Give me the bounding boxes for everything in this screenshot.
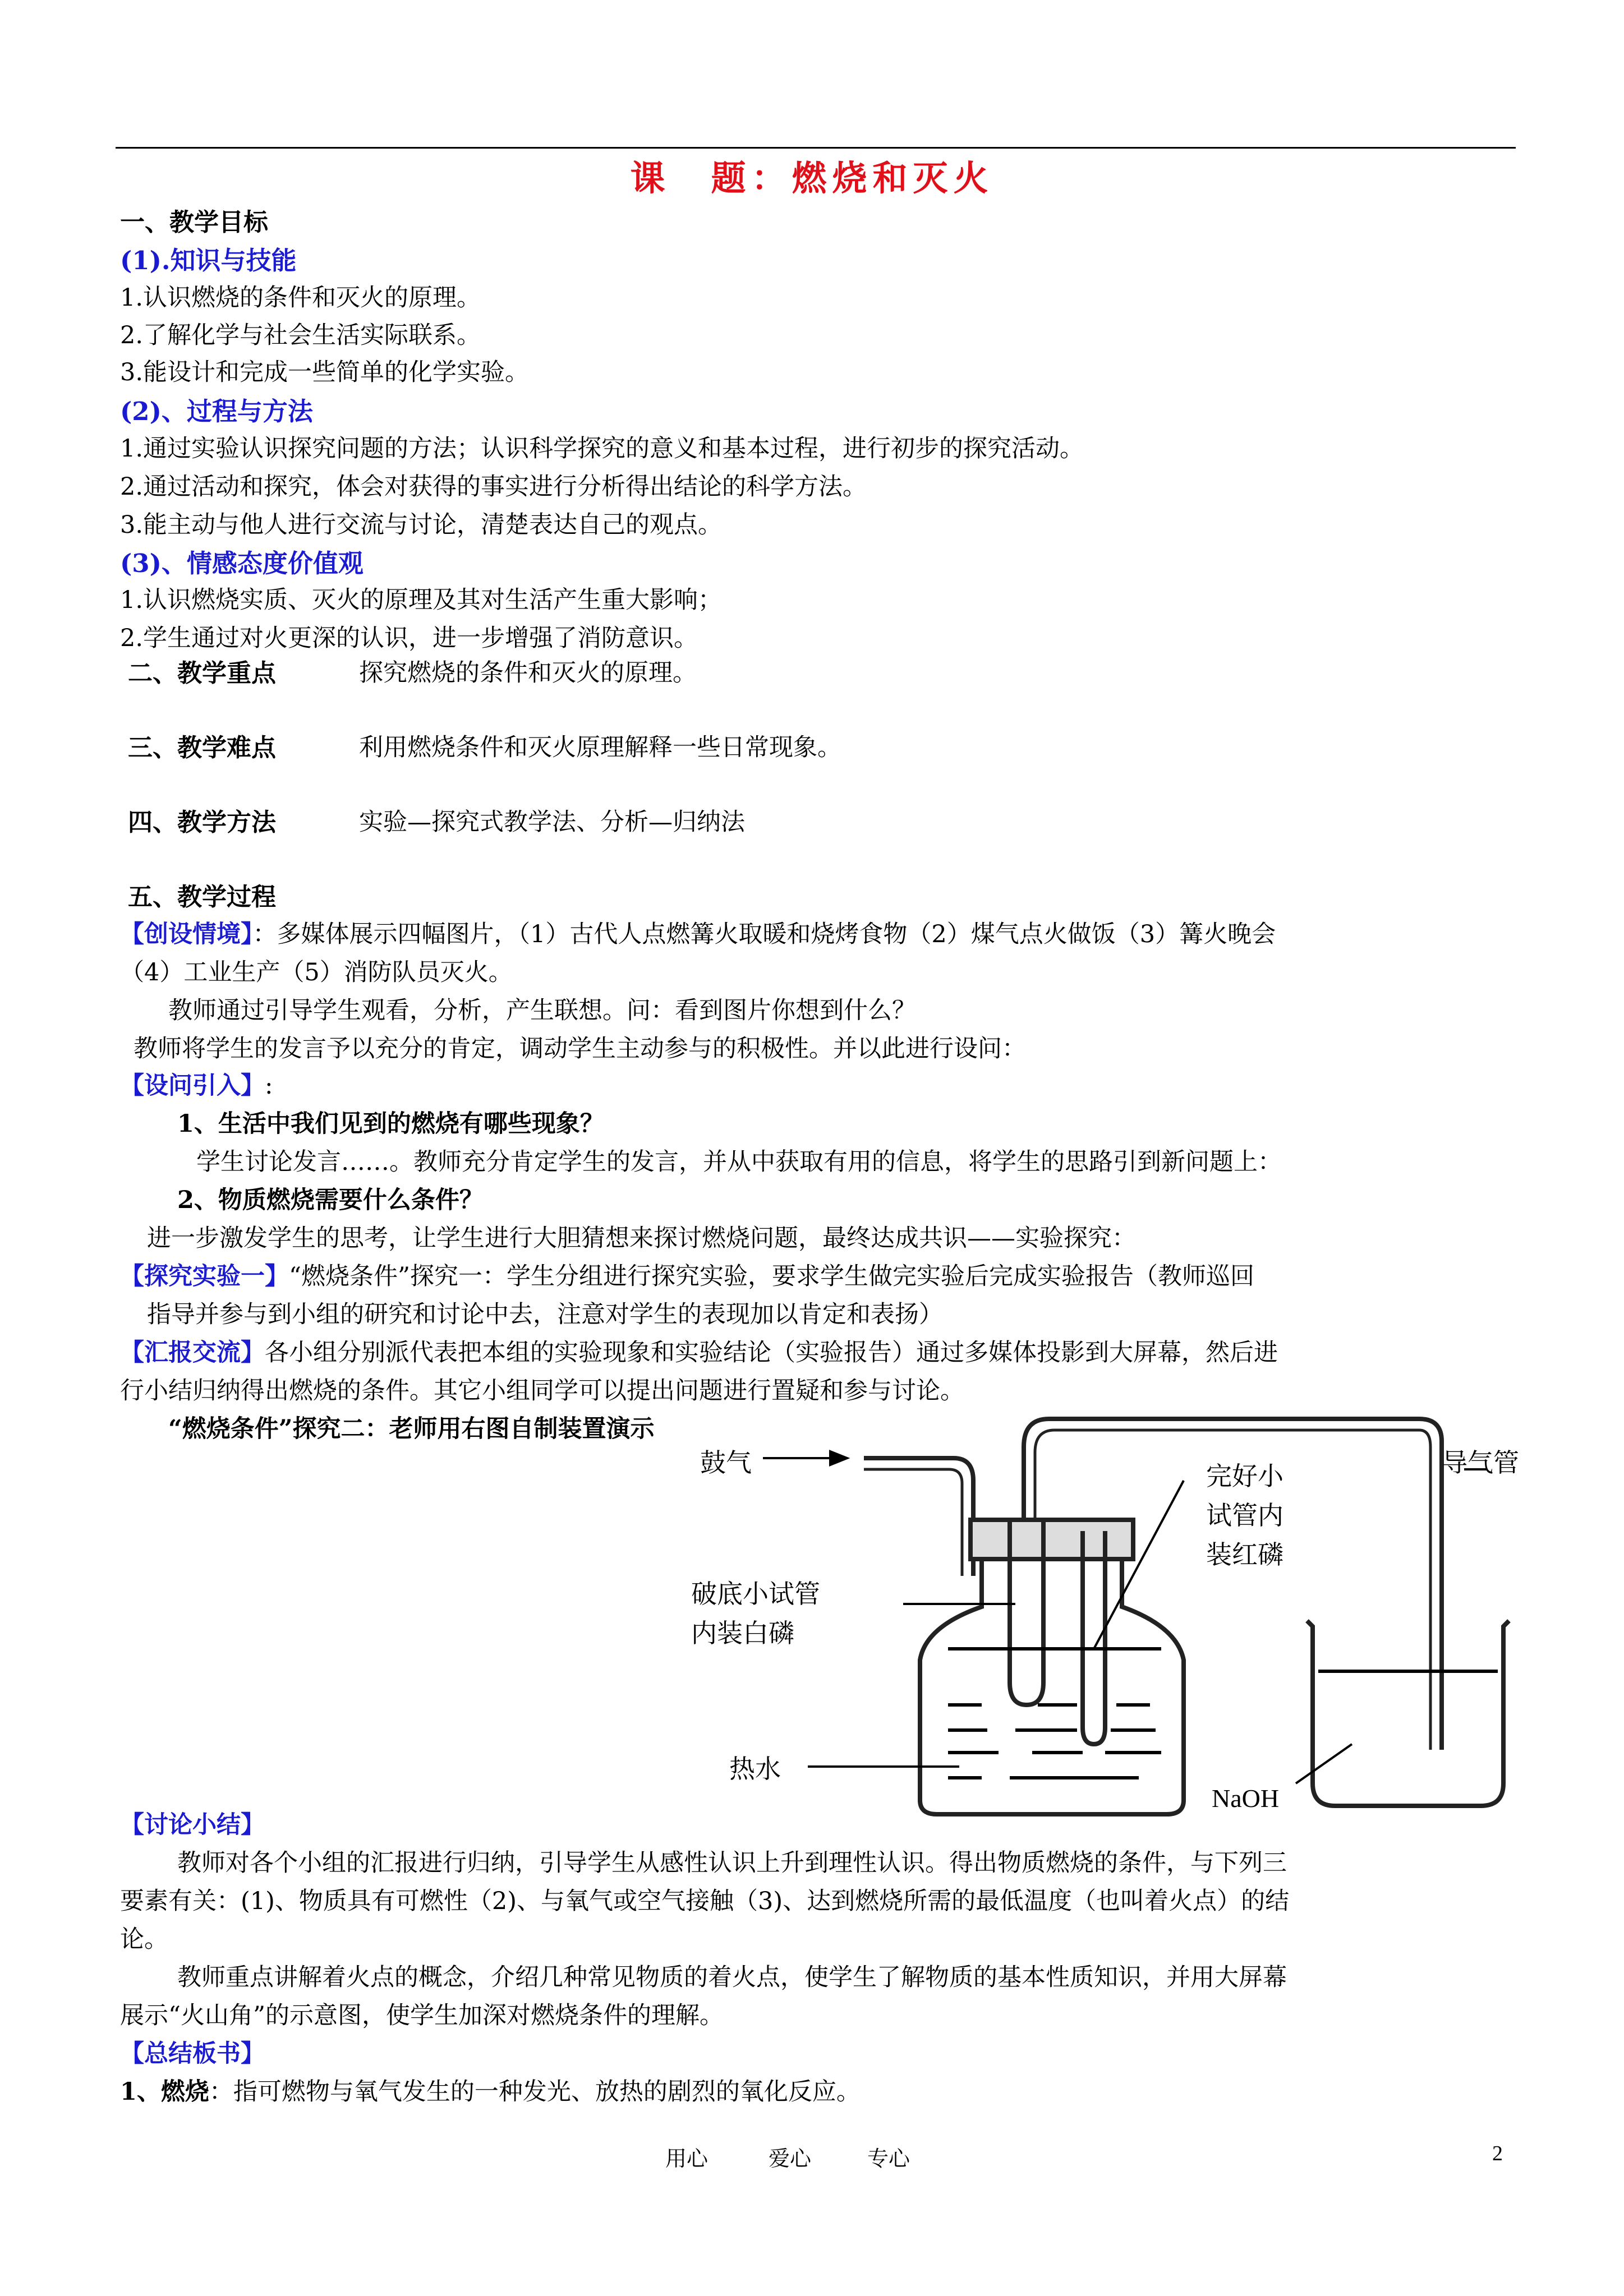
questions-tag: 【设问引入】 xyxy=(120,1072,265,1100)
summary-line xyxy=(120,2073,861,2107)
footer-motto-3: 专心 xyxy=(867,2146,910,2171)
situation-line-4: 教师将学生的发言予以充分的肯定，调动学生主动参与的积极性。并以此进行设问： xyxy=(134,1035,1026,1063)
summary-definition: ：指可燃物与氧气发生的一种发光、放热的剧烈的氧化反应。 xyxy=(209,2078,861,2106)
report-line-1 xyxy=(120,1334,1278,1368)
footer-motto-2: 爱心 xyxy=(769,2146,812,2171)
objectives-heading: 一、教学目标 xyxy=(120,208,268,237)
experiment2-text: “燃烧条件”探究二：老师用右图自制装置演示 xyxy=(168,1415,655,1443)
situation-line-3: 教师通过引导学生观看，分析，产生联想。问：看到图片你想到什么？ xyxy=(168,997,916,1025)
label-air: 鼓气 xyxy=(700,1447,752,1478)
discussion-p1-line-2: 要素有关：(1)、物质具有可燃性（2)、与氧气或空气接触（3)、达到燃烧所需的最低温度（也叫着火点）的结 xyxy=(120,1887,1290,1915)
summary-tag: 【总结板书】 xyxy=(120,2040,265,2068)
label-hot-water: 热水 xyxy=(729,1754,781,1784)
summary-term: 1、燃烧 xyxy=(120,2078,209,2106)
page-title: 课 题：燃烧和灭火 xyxy=(630,158,994,199)
discussion-p2-line-1: 教师重点讲解着火点的概念，介绍几种常见物质的着火点，使学生了解物质的基本性质知识，并用大屏幕 xyxy=(177,1963,1287,1991)
emotion-heading: (3)、情感态度价值观 xyxy=(120,548,364,578)
situation-line-1 xyxy=(120,915,1276,949)
label-red-tube-3: 装红磷 xyxy=(1206,1539,1283,1570)
label-white-tube-1: 破底小试管 xyxy=(691,1579,820,1609)
label-red-tube-1: 完好小 xyxy=(1206,1461,1283,1491)
emotion-item-1: 1.认识燃烧实质、灭火的原理及其对生活产生重大影响； xyxy=(120,586,723,614)
emotion-item-2: 2.学生通过对火更深的认识，进一步增强了消防意识。 xyxy=(120,624,698,652)
difficulty-label: 三、教学难点 xyxy=(128,734,276,762)
header-rule xyxy=(116,147,1516,149)
report-text-1: 各小组分别派代表把本组的实验现象和实验结论（实验报告）通过多媒体投影到大屏幕，然后进 xyxy=(265,1339,1278,1367)
process-section-heading: 五、教学过程 xyxy=(128,883,276,911)
difficulty-text: 利用燃烧条件和灭火原理解释一些日常现象。 xyxy=(359,734,841,762)
process-item-1: 1.通过实验认识探究问题的方法；认识科学探究的意义和基本过程，进行初步的探究活动。 xyxy=(120,435,1084,463)
questions-tag-suffix: : xyxy=(265,1072,273,1100)
question-1: 1、生活中我们见到的燃烧有哪些现象？ xyxy=(177,1110,604,1138)
naoh-beaker xyxy=(1307,1621,1509,1806)
label-white-tube-2: 内装白磷 xyxy=(691,1618,794,1648)
report-line-2: 行小结归纳得出燃烧的条件。其它小组同学可以提出问题进行置疑和参与讨论。 xyxy=(120,1377,964,1405)
question-1-text: 学生讨论发言……。教师充分肯定学生的发言，并从中获取有用的信息，将学生的思路引到新问题上： xyxy=(196,1148,1282,1176)
discussion-p2-line-2: 展示“火山角”的示意图，使学生加深对燃烧条件的理解。 xyxy=(120,2002,724,2030)
apparatus-diagram xyxy=(690,1413,1543,1828)
key-point-text: 探究燃烧的条件和灭火的原理。 xyxy=(359,659,697,687)
intact-test-tube xyxy=(1083,1531,1105,1744)
situation-line-2: （4）工业生产（5）消防队员灭火。 xyxy=(120,958,513,986)
rubber-stopper xyxy=(970,1520,1133,1559)
question-2-text: 进一步激发学生的思考，让学生进行大胆猜想来探讨燃烧问题，最终达成共识——实验探究： xyxy=(147,1224,1136,1252)
page-number: 2 xyxy=(1492,2142,1503,2165)
method-text: 实验—探究式教学法、分析—归纳法 xyxy=(359,808,745,836)
question-2: 2、物质燃烧需要什么条件？ xyxy=(177,1186,484,1214)
experiment1-line-1 xyxy=(120,1257,1254,1292)
report-tag: 【汇报交流】 xyxy=(120,1339,265,1367)
experiment1-tag: 【探究实验一】 xyxy=(120,1262,289,1290)
discussion-p1-line-1: 教师对各个小组的汇报进行归纳，引导学生从感性认识上升到理性认识。得出物质燃烧的条件，与下列三 xyxy=(177,1849,1287,1877)
knowledge-item-2: 2.了解化学与社会生活实际联系。 xyxy=(120,321,481,349)
knowledge-item-1: 1.认识燃烧的条件和灭火的原理。 xyxy=(120,284,481,312)
air-inlet-tube xyxy=(864,1458,973,1576)
process-item-2: 2.通过活动和探究，体会对获得的事实进行分析得出结论的科学方法。 xyxy=(120,473,867,501)
situation-text-1: ：多媒体展示四幅图片，（1）古代人点燃篝火取暖和烧烤食物（2）煤气点火做饭（3）篝火晚会 xyxy=(252,920,1276,948)
gas-jar xyxy=(920,1559,1184,1814)
discussion-p1-line-3: 论。 xyxy=(120,1925,168,1953)
discussion-tag: 【讨论小结】 xyxy=(120,1811,265,1839)
experiment1-line-2: 指导并参与到小组的研究和讨论中去，注意对学生的表现加以肯定和表扬） xyxy=(147,1301,943,1329)
knowledge-heading: (1).知识与技能 xyxy=(120,246,297,275)
method-label: 四、教学方法 xyxy=(128,808,276,837)
process-heading: (2)、过程与方法 xyxy=(120,397,313,426)
label-red-tube-2: 试管内 xyxy=(1206,1500,1283,1530)
situation-tag: 【创设情境】 xyxy=(120,920,253,948)
label-naoh: NaOH xyxy=(1212,1784,1280,1813)
process-item-3: 3.能主动与他人进行交流与讨论，清楚表达自己的观点。 xyxy=(120,511,723,539)
footer-motto-1: 用心 xyxy=(665,2146,709,2171)
experiment1-text-1: “燃烧条件”探究一：学生分组进行探究实验，要求学生做完实验后完成实验报告（教师巡回 xyxy=(289,1262,1254,1290)
key-point-label: 二、教学重点 xyxy=(128,659,276,688)
knowledge-item-3: 3.能设计和完成一些简单的化学实验。 xyxy=(120,358,530,386)
label-gas-tube: 导气管 xyxy=(1442,1447,1519,1478)
questions-line xyxy=(120,1067,273,1101)
